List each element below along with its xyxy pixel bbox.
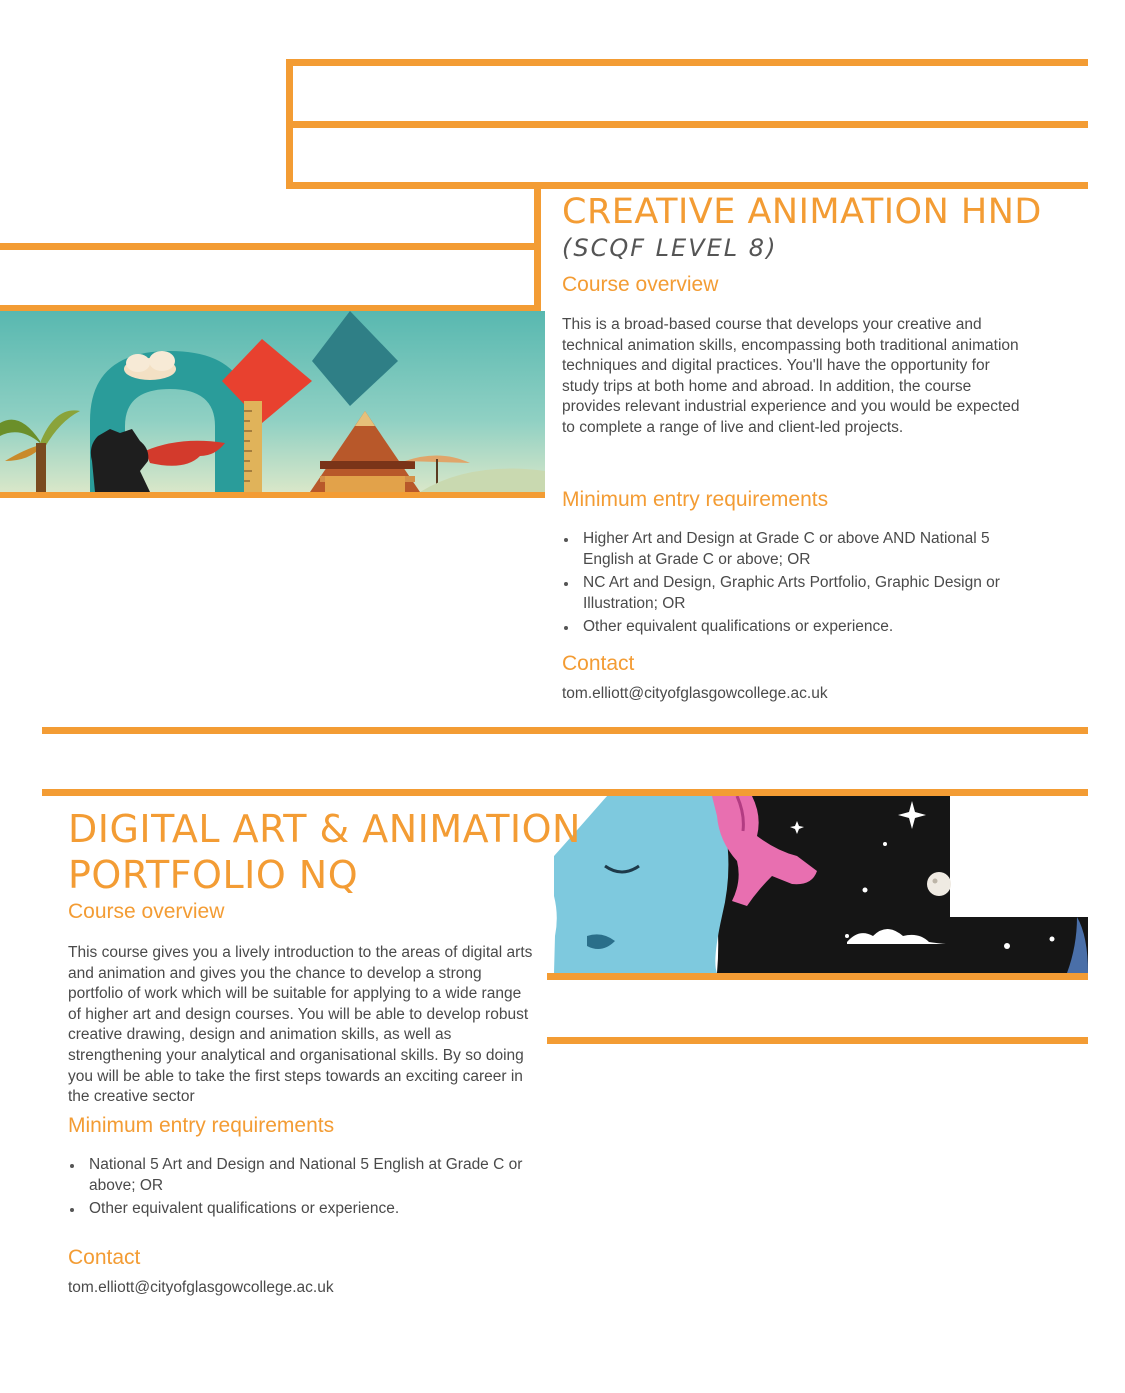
requirements-heading: Minimum entry requirements [68,1114,335,1137]
list-item [562,573,1037,614]
course-title [68,806,581,898]
list-item [562,617,1037,638]
contact-heading: Contact [562,652,635,675]
overview-heading: Course overview [562,273,719,296]
requirement-text: Higher Art and Design at Grade C or above AND National 5 English at Grade C or above; OR [583,530,990,568]
contact-heading: Contact [68,1246,141,1269]
requirement-text: National 5 Art and Design and National 5 English at Grade C or above; OR [89,1156,523,1194]
requirement-text: Other equivalent qualifications or experience. [583,618,894,636]
animation-illustration [0,311,545,492]
course-title: CREATIVE ANIMATION HND [562,192,1042,232]
requirements-list [68,1155,538,1223]
overview-heading: Course overview [68,900,225,923]
bullet-icon [70,1164,74,1168]
digital-art-illustration [547,796,1088,973]
list-item [562,529,1037,570]
course-level: (SCQF LEVEL 8) [562,234,778,262]
overview-text: This is a broad-based course that develops your creative and technical animation skills, encompassing both traditional animation techniques and digital practices. You'll have the opportunity for study trips at both home and abroad. In addition, the course provides relevant industrial experience and you would be expected to complete a range of live and client-led projects. [562,316,1020,436]
contact-email-link[interactable]: tom.elliott@cityofglasgowcollege.ac.uk [562,685,828,702]
contact-email-link[interactable]: tom.elliott@cityofglasgowcollege.ac.uk [68,1279,334,1296]
requirements-list [562,529,1037,641]
bullet-icon [70,1208,74,1212]
requirements-heading: Minimum entry requirements [562,488,829,511]
requirement-text: Other equivalent qualifications or experience. [89,1200,400,1218]
overview-text: This course gives you a lively introduction to the areas of digital arts and animation and gives you the chance to develop a strong portfolio of work which will be suitable for applying to a wide range of higher art and design courses. You will be able to develop robust creative drawing, design and animation skills, as well as strengthening your analytical and organisational skills. By so doing you will be able to take the first steps towards an exciting career in the creative sector [68,944,533,1106]
course-title-line-1: DIGITAL ART & ANIMATION [68,807,581,851]
list-item [68,1199,538,1220]
bullet-icon [564,582,568,586]
bullet-icon [564,538,568,542]
bullet-icon [564,626,568,630]
course-title-line-2: PORTFOLIO NQ [68,853,359,897]
requirement-text: NC Art and Design, Graphic Arts Portfolio, Graphic Design or Illustration; OR [583,574,1000,612]
list-item [68,1155,538,1196]
